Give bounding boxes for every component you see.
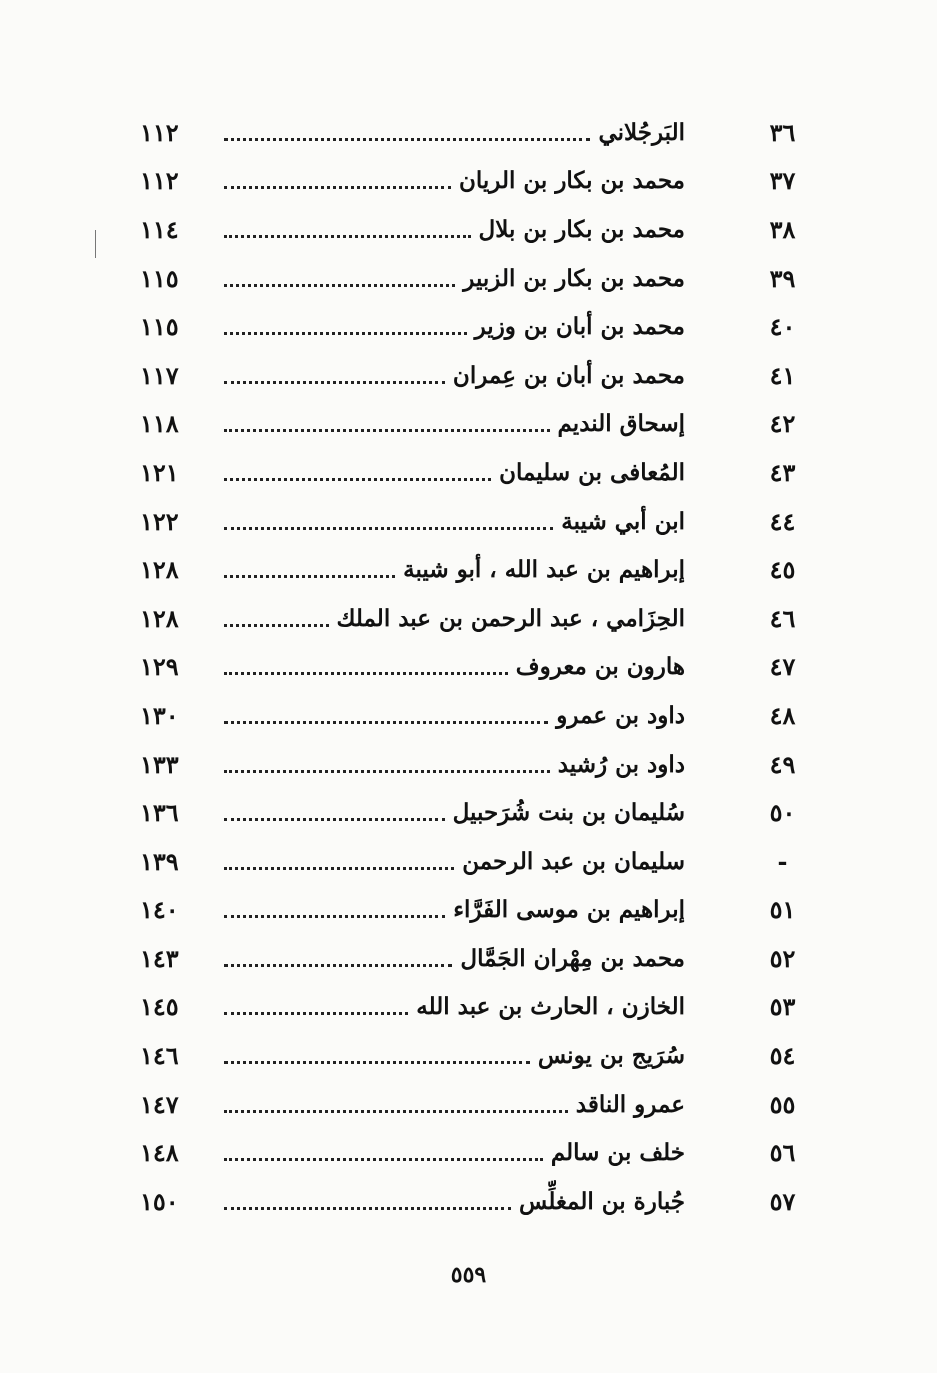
entry-page: ١٣٣ — [140, 749, 179, 779]
dot-leader — [224, 1110, 568, 1113]
page-number: ٥٥٩ — [450, 1262, 487, 1288]
toc-row — [140, 108, 830, 157]
toc-row — [140, 205, 830, 254]
dot-leader — [224, 381, 445, 384]
entry-title: محمد بن بكار بن بلال — [478, 215, 685, 243]
toc-row — [140, 691, 830, 740]
entry-number: ٤٠ — [769, 312, 796, 342]
dot-leader — [224, 818, 445, 821]
entry-title: محمد بن بكار بن الزبير — [463, 264, 685, 292]
entry-page: ١٤٥ — [140, 992, 179, 1022]
entry-title: محمد بن أبان بن وزير — [474, 313, 685, 341]
dot-leader — [224, 527, 553, 530]
entry-title: هارون بن معروف — [515, 653, 685, 681]
entry-title: جُبارة بن المغلِّس — [519, 1187, 685, 1215]
toc-row — [140, 983, 830, 1032]
entry-title: داود بن رُشيد — [557, 750, 685, 778]
entry-page: ١٢٢ — [140, 506, 179, 536]
toc-row — [140, 594, 830, 643]
entry-title: إبراهيم بن عبد الله ، أبو شيبة — [403, 556, 685, 584]
entry-title: سليمان بن عبد الرحمن — [462, 847, 685, 875]
entry-page: ١٥٠ — [140, 1186, 179, 1216]
dot-leader — [224, 332, 467, 335]
toc-row — [140, 1177, 830, 1226]
entry-number: ٤٩ — [769, 749, 796, 779]
entry-number: ٥٤ — [769, 1041, 796, 1071]
entry-number: ٥٣ — [769, 992, 796, 1022]
entry-page: ١٣٠ — [140, 700, 179, 730]
entry-number: - — [777, 846, 788, 876]
entry-title: الخازن ، الحارث بن عبد الله — [416, 993, 685, 1021]
entry-title: سُليمان بن بنت شُرَحبيل — [452, 799, 685, 827]
dot-leader — [224, 672, 508, 675]
toc-row — [140, 1128, 830, 1177]
entry-number: ٥٥ — [769, 1089, 796, 1119]
toc-row — [140, 302, 830, 351]
entry-number: ٥٧ — [769, 1186, 796, 1216]
dot-leader — [224, 1061, 530, 1064]
entry-number: ٥٠ — [769, 798, 796, 828]
entry-page: ١١٤ — [140, 214, 179, 244]
dot-leader — [224, 964, 452, 967]
entry-title: سُرَيج بن يونس — [537, 1042, 685, 1070]
dot-leader — [224, 867, 454, 870]
margin-mark — [95, 230, 98, 258]
entry-page: ١٢٨ — [140, 555, 179, 585]
toc-row — [140, 837, 830, 886]
dot-leader — [224, 478, 491, 481]
toc-row — [140, 740, 830, 789]
entry-page: ١٤٧ — [140, 1089, 179, 1119]
toc-row — [140, 1080, 830, 1129]
toc-row — [140, 157, 830, 206]
entry-page: ١١٥ — [140, 312, 179, 342]
dot-leader — [224, 429, 550, 432]
entry-title: محمد بن مِهْران الجَمَّال — [460, 944, 685, 972]
entry-number: ٤٨ — [769, 700, 796, 730]
entry-page: ١١٢ — [140, 117, 179, 147]
entry-number: ٥١ — [769, 895, 796, 925]
dot-leader — [224, 770, 550, 773]
table-of-contents — [140, 108, 830, 1226]
entry-page: ١١٧ — [140, 360, 179, 390]
toc-row — [140, 254, 830, 303]
entry-page: ١٤٠ — [140, 895, 179, 925]
entry-page: ١٤٨ — [140, 1138, 179, 1168]
entry-number: ٣٩ — [769, 263, 796, 293]
dot-leader — [224, 1158, 543, 1161]
entry-number: ٤٦ — [769, 603, 796, 633]
entry-title: خلف بن سالم — [550, 1139, 685, 1167]
entry-page: ١١٨ — [140, 409, 179, 439]
dot-leader — [224, 721, 548, 724]
dot-leader — [224, 624, 329, 627]
toc-row — [140, 886, 830, 935]
dot-leader — [224, 575, 395, 578]
entry-number: ٤٥ — [769, 555, 796, 585]
entry-page: ١٣٦ — [140, 798, 179, 828]
toc-row — [140, 497, 830, 546]
entry-title: عمرو الناقد — [575, 1090, 685, 1118]
entry-number: ٣٧ — [769, 166, 796, 196]
entry-page: ١٣٩ — [140, 846, 179, 876]
entry-page: ١١٢ — [140, 166, 179, 196]
toc-row — [140, 1031, 830, 1080]
entry-number: ٤٤ — [769, 506, 796, 536]
entry-page: ١٢١ — [140, 457, 179, 487]
entry-title: الحِزَامي ، عبد الرحمن بن عبد الملك — [336, 604, 685, 632]
toc-row — [140, 351, 830, 400]
dot-leader — [224, 235, 471, 238]
dot-leader — [224, 1207, 511, 1210]
entry-number: ٤٣ — [769, 457, 796, 487]
entry-number: ٤١ — [769, 360, 796, 390]
dot-leader — [224, 186, 451, 189]
entry-page: ١١٥ — [140, 263, 179, 293]
entry-number: ٥٦ — [769, 1138, 796, 1168]
entry-title: محمد بن أبان بن عِمران — [452, 361, 685, 389]
entry-number: ٣٦ — [769, 117, 796, 147]
dot-leader — [224, 915, 445, 918]
entry-title: ابن أبي شيبة — [561, 507, 685, 535]
entry-title: البَرجُلاني — [598, 118, 685, 146]
entry-title: داود بن عمرو — [556, 701, 685, 729]
toc-row — [140, 643, 830, 692]
dot-leader — [224, 284, 455, 287]
toc-row — [140, 788, 830, 837]
entry-title: المُعافى بن سليمان — [499, 458, 685, 486]
entry-title: إبراهيم بن موسى الفَرَّاء — [453, 896, 685, 924]
dot-leader — [224, 138, 590, 141]
toc-row — [140, 400, 830, 449]
entry-page: ١٤٣ — [140, 943, 179, 973]
toc-row — [140, 448, 830, 497]
entry-page: ١٢٩ — [140, 652, 179, 682]
entry-number: ٣٨ — [769, 214, 796, 244]
entry-title: إسحاق النديم — [557, 410, 685, 438]
toc-row — [140, 934, 830, 983]
entry-title: محمد بن بكار بن الريان — [459, 167, 685, 195]
entry-number: ٤٧ — [769, 652, 796, 682]
dot-leader — [224, 1012, 408, 1015]
entry-number: ٤٢ — [769, 409, 796, 439]
entry-number: ٥٢ — [769, 943, 796, 973]
entry-page: ١٤٦ — [140, 1041, 179, 1071]
entry-page: ١٢٨ — [140, 603, 179, 633]
toc-row — [140, 545, 830, 594]
